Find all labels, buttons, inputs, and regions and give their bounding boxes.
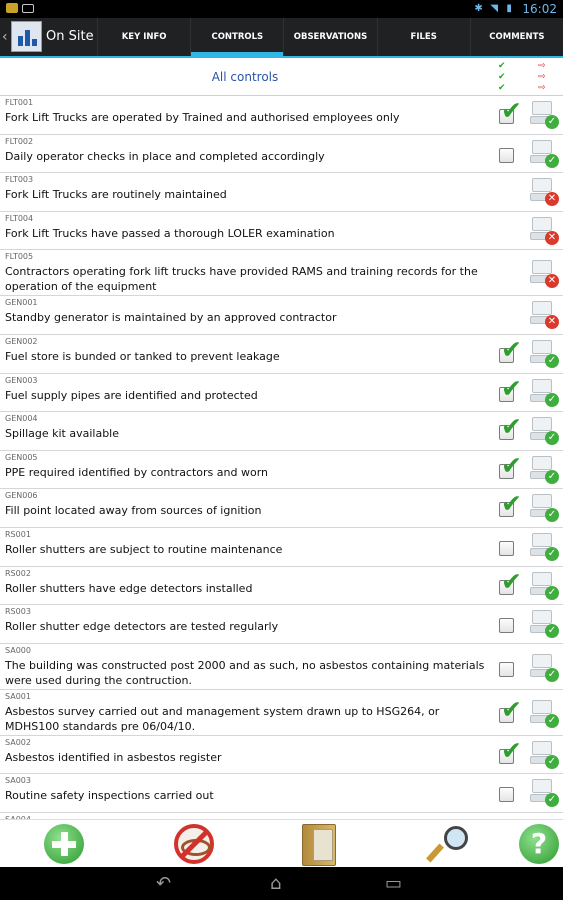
control-checkbox[interactable] — [499, 450, 522, 480]
tab-controls[interactable]: CONTROLS — [190, 18, 283, 56]
control-row[interactable] — [0, 736, 563, 775]
control-checkbox[interactable] — [499, 694, 522, 724]
recent-apps-icon[interactable]: ▭ — [385, 873, 403, 894]
control-text: Fork Lift Trucks are operated by Trained and authorised employees only — [5, 111, 400, 124]
control-row[interactable] — [0, 528, 563, 567]
control-text: Spillage kit available — [5, 427, 120, 441]
control-code: GEN003 — [5, 375, 38, 385]
compliant-computer-icon[interactable]: ✓ — [530, 532, 560, 562]
files-icon[interactable] — [302, 824, 336, 866]
noncompliant-computer-icon[interactable]: ✕ — [530, 300, 560, 330]
compliant-computer-icon[interactable]: ✓ — [530, 100, 560, 130]
control-text: Roller shutters have edge detectors installed — [5, 581, 253, 595]
tab-files[interactable]: FILES — [377, 18, 470, 56]
battery-icon: ▮ — [506, 3, 512, 14]
control-checkbox[interactable] — [499, 334, 522, 364]
control-row[interactable] — [0, 412, 563, 451]
wifi-icon: ◥ — [490, 3, 499, 14]
control-row[interactable] — [0, 250, 563, 296]
control-code: GEN001 — [5, 298, 38, 308]
control-checkbox[interactable] — [499, 787, 514, 802]
help-icon[interactable]: ? — [519, 824, 559, 864]
control-text: Standby generator is maintained by an approved contractor — [5, 311, 337, 325]
app-title[interactable]: On Site — [46, 29, 94, 44]
control-code: FLT004 — [5, 213, 34, 223]
control-checkbox[interactable] — [499, 489, 522, 519]
bottom-toolbar — [0, 819, 563, 867]
control-code: FLT005 — [5, 252, 34, 262]
control-checkbox[interactable] — [499, 662, 514, 677]
control-row[interactable] — [0, 374, 563, 413]
app-logo[interactable] — [11, 21, 42, 52]
notification-icon — [22, 4, 34, 13]
home-icon[interactable]: ⌂ — [270, 873, 282, 894]
tab-observations[interactable]: OBSERVATIONS — [283, 18, 376, 56]
control-text: Fuel supply pipes are identified and protected — [5, 388, 258, 402]
compliant-computer-icon[interactable]: ✓ — [530, 339, 560, 369]
control-code: FLT003 — [5, 175, 34, 185]
compliant-computer-icon[interactable]: ✓ — [530, 609, 560, 639]
control-text: Roller shutters are subject to routine maintenance — [5, 542, 283, 556]
control-checkbox[interactable] — [499, 735, 522, 765]
control-row[interactable] — [0, 567, 563, 606]
control-row[interactable] — [0, 96, 563, 135]
add-icon[interactable] — [44, 824, 84, 864]
tab-bar — [97, 18, 563, 56]
tab-key-info[interactable]: KEY INFO — [97, 18, 190, 56]
controls-list — [0, 96, 563, 819]
status-icons — [474, 2, 557, 16]
control-code: GEN006 — [5, 491, 38, 501]
control-code: FLT002 — [5, 136, 34, 146]
control-code: SA002 — [5, 737, 31, 747]
checkmark-icon: ✔ — [501, 489, 522, 519]
control-text: Fuel store is bunded or tanked to prevent leakage — [5, 349, 280, 363]
control-row[interactable] — [0, 335, 563, 374]
control-checkbox[interactable] — [499, 96, 522, 125]
control-code: RS002 — [5, 568, 31, 578]
noncompliant-computer-icon[interactable]: ✕ — [530, 177, 560, 207]
compliant-computer-icon[interactable]: ✓ — [530, 571, 560, 601]
control-code: SA000 — [5, 645, 31, 655]
control-code: SA001 — [5, 691, 31, 701]
control-row[interactable] — [0, 690, 563, 736]
control-text: Asbestos survey carried out and management system drawn up to HSG264, or MDHS100 standards pre 06/04/10. — [5, 704, 440, 733]
control-row[interactable] — [0, 135, 563, 174]
control-code: GEN002 — [5, 336, 38, 346]
control-code: RS001 — [5, 529, 31, 539]
control-checkbox[interactable] — [499, 618, 514, 633]
noncompliant-computer-icon[interactable]: ✕ — [530, 259, 560, 289]
control-text: Fork Lift Trucks have passed a thorough LOLER examination — [5, 226, 335, 240]
checkmark-icon: ✔ — [501, 412, 522, 442]
checkmark-icon: ✔ — [501, 373, 522, 403]
compliant-computer-icon[interactable]: ✓ — [530, 653, 560, 683]
control-row[interactable] — [0, 296, 563, 335]
checkmark-icon: ✔ — [501, 96, 522, 125]
list-header — [0, 58, 563, 96]
control-checkbox[interactable] — [499, 373, 522, 403]
control-text: Fill point located away from sources of ignition — [5, 504, 262, 518]
control-row[interactable] — [0, 212, 563, 251]
control-text: Fork Lift Trucks are routinely maintained — [5, 188, 227, 202]
bluetooth-icon: ✱ — [474, 3, 483, 14]
control-code: GEN005 — [5, 452, 38, 462]
back-chevron-icon[interactable]: ‹ — [2, 29, 8, 45]
control-row[interactable] — [0, 451, 563, 490]
compliant-computer-icon[interactable]: ✓ — [530, 455, 560, 485]
control-checkbox[interactable] — [499, 148, 514, 163]
control-code: GEN004 — [5, 414, 38, 424]
compliant-computer-icon[interactable]: ✓ — [530, 139, 560, 169]
tab-comments[interactable]: COMMENTS — [470, 18, 563, 56]
control-text: PPE required identified by contractors and worn — [5, 465, 268, 479]
control-text: The building was constructed post 2000 and as such, no asbestos containing materials were used during the contruction. — [5, 658, 485, 687]
control-row[interactable] — [0, 489, 563, 528]
compliant-computer-icon[interactable]: ✓ — [530, 493, 560, 523]
control-row[interactable] — [0, 644, 563, 690]
search-icon[interactable] — [428, 824, 468, 864]
noncompliant-computer-icon[interactable]: ✕ — [530, 216, 560, 246]
control-checkbox[interactable] — [499, 566, 522, 596]
system-nav-bar — [0, 867, 563, 900]
compliant-computer-icon[interactable]: ✓ — [530, 740, 560, 770]
checkmark-icon: ✔ — [501, 735, 522, 765]
checkmark-icon: ✔ — [501, 566, 522, 596]
legend-check-icon: ✔ ✔ ✔ — [498, 61, 506, 93]
control-text: Daily operator checks in place and completed accordingly — [5, 149, 325, 163]
compliant-computer-icon[interactable]: ✓ — [530, 778, 560, 808]
control-text: Asbestos identified in asbestos register — [5, 750, 222, 764]
control-checkbox[interactable] — [499, 412, 522, 442]
back-icon[interactable]: ↶ — [156, 873, 172, 894]
hide-view-icon[interactable] — [174, 824, 214, 864]
control-text: Contractors operating fork lift trucks have provided RAMS and training records for the operation of the equipment — [5, 265, 478, 294]
action-bar — [0, 18, 563, 58]
control-row[interactable] — [0, 605, 563, 644]
checkmark-icon: ✔ — [501, 694, 522, 724]
compliant-computer-icon[interactable]: ✓ — [530, 416, 560, 446]
compliant-computer-icon[interactable]: ✓ — [530, 378, 560, 408]
control-checkbox[interactable] — [499, 541, 514, 556]
clock: 16:02 — [522, 2, 557, 16]
control-text: Roller shutter edge detectors are tested regularly — [5, 620, 279, 634]
notification-icon — [6, 3, 18, 13]
legend-arrow-icon: ⇨ ⇨ ⇨ — [538, 61, 546, 93]
compliant-computer-icon[interactable]: ✓ — [530, 699, 560, 729]
filter-label[interactable]: All controls — [211, 70, 279, 84]
control-row[interactable] — [0, 173, 563, 212]
control-code: FLT001 — [5, 98, 34, 107]
checkmark-icon: ✔ — [501, 334, 522, 364]
control-text: Routine safety inspections carried out — [5, 789, 214, 803]
control-code: RS003 — [5, 607, 31, 617]
control-code: SA003 — [5, 776, 31, 786]
checkmark-icon: ✔ — [501, 450, 522, 480]
control-row[interactable] — [0, 774, 563, 813]
status-bar — [0, 0, 563, 18]
